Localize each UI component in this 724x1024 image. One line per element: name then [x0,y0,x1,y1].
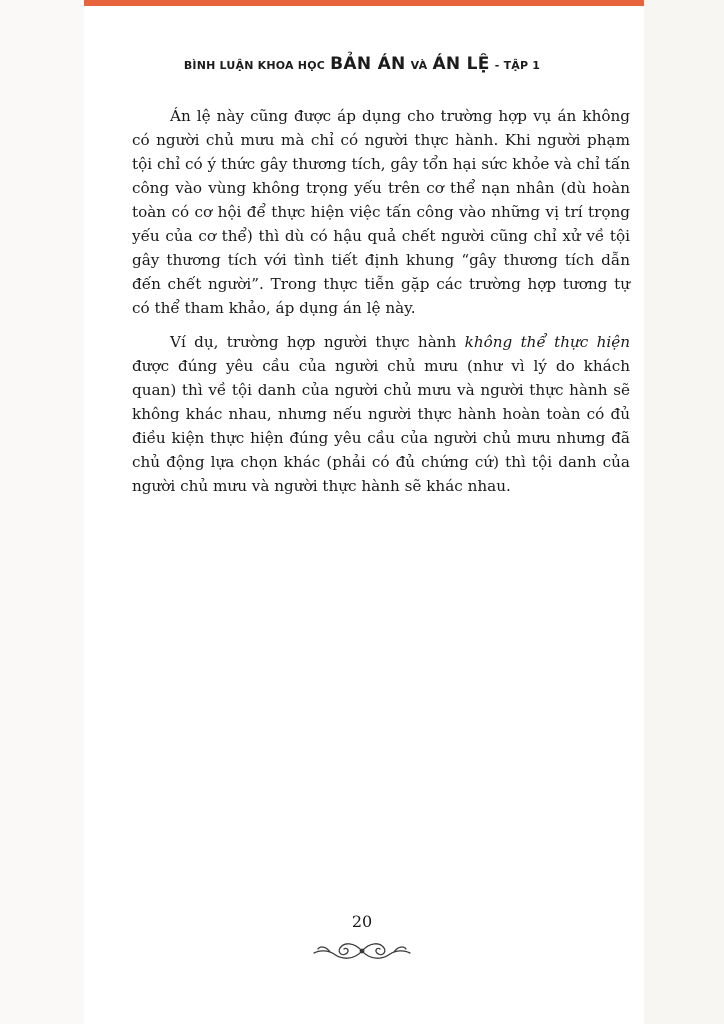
page-edge-right [644,0,724,1024]
header-series-label: BÌNH LUẬN KHOA HỌC [183,59,326,72]
body-text [132,104,630,508]
page-top-accent [84,0,644,6]
paragraph-2-emphasis: không thể thực hiện [464,333,630,351]
paragraph-1-text: Án lệ này cũng được áp dụng cho trường hợp vụ án không có người chủ mưu mà chỉ có người thực hành. Khi người phạm tội chỉ có ý thức gây thương tích, gây tổn hại sức khỏe và chỉ tấn công vào vùng không trọng yếu trên cơ thể nạn nhân (dù hoàn toàn có cơ hội để thực hiện việc tấn công vào những vị trí trọng yếu của cơ thể) thì dù có hậu quả chết người cũng chỉ xử về tội gây thương tích với tình tiết định khung “gây thương tích dẫn đến chết người”. Trong thực tiễn gặp các trường hợp tương tự có thể tham khảo, áp dụng án lệ này. [132,107,630,317]
paragraph-1 [132,104,630,320]
header-volume: - TẬP 1 [494,59,541,72]
paragraph-2-text-end: được đúng yêu cầu của người chủ mưu (như vì lý do khách quan) thì về tội danh của người chủ mưu và người thực hành sẽ không khác nhau, nhưng nếu người thực hành hoàn toàn có đủ điều kiện thực hiện đúng yêu cầu của người chủ mưu nhưng đã chủ động lựa chọn khác (phải có đủ chứng cứ) thì tội danh của người chủ mưu và người thực hành sẽ khác nhau. [132,357,630,495]
paragraph-2-text-start: Ví dụ, trường hợp người thực hành [170,333,465,351]
page-number: 20 [351,912,373,931]
running-header [0,54,724,74]
scroll-flourish-icon [310,936,414,966]
header-title-an-le: ÁN LỆ [432,54,490,74]
header-conjunction: VÀ [410,59,428,72]
page-edge-left [0,0,84,1024]
header-title-ban-an: BẢN ÁN [330,54,406,74]
paragraph-2 [132,330,630,498]
